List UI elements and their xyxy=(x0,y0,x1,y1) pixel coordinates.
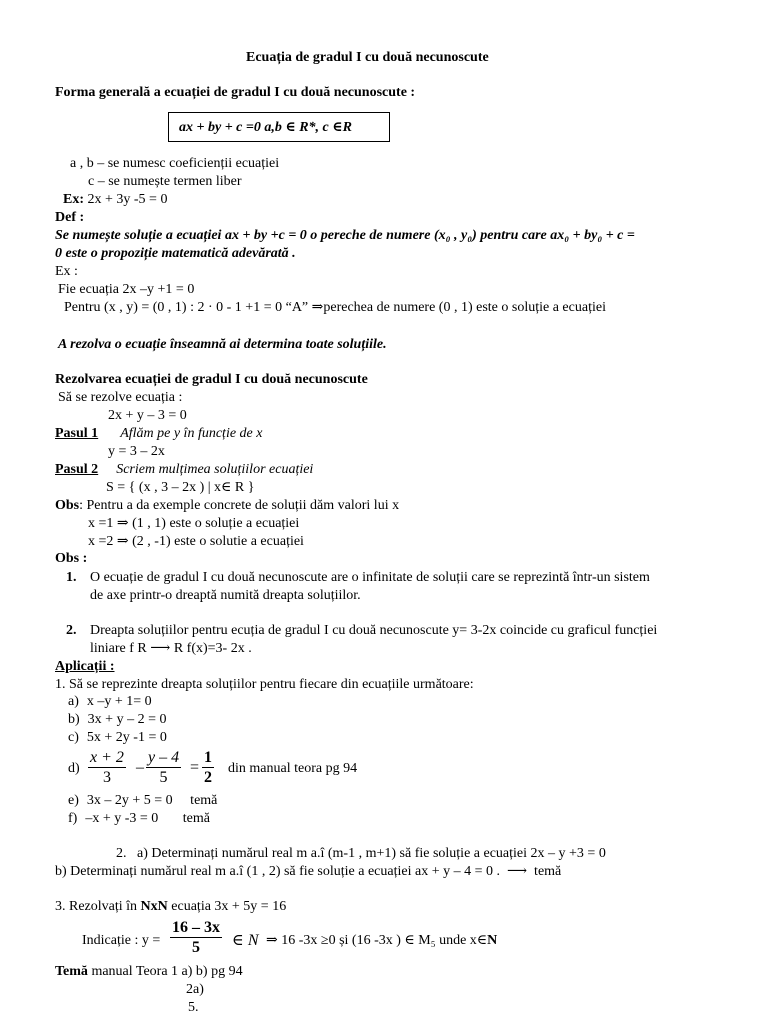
general-formula: ax + by + c =0 a,b ∈ R*, c ∈R xyxy=(179,120,352,135)
free-term-line: c – se numește termen liber xyxy=(88,174,242,189)
fraction-2-denominator: 5 xyxy=(146,767,181,788)
solving-heading: Rezolvarea ecuației de gradul I cu două necunoscute xyxy=(55,372,368,387)
problem-3: 3. Rezolvați în NxN ecuația 3x + 5y = 16 xyxy=(55,899,287,914)
tail-line-1: 2a) xyxy=(186,982,204,997)
obs-item-2-line-2: liniare f R ⟶ R f(x)=3- 2x . xyxy=(90,641,252,656)
item-f: f) –x + y -3 = 0 temă xyxy=(68,811,210,826)
fraction-1-denominator: 3 xyxy=(88,767,126,788)
definition-ex-check: Pentru (x , y) = (0 , 1) : 2 · 0 - 1 +1 = 0 “A” ⇒perechea de numere (0 , 1) este o soluție a ecuației xyxy=(64,300,606,315)
fraction-3-numerator: 1 xyxy=(204,749,212,766)
observation-1: Obs: Pentru a da exemple concrete de soluții dăm valori lui x xyxy=(55,498,400,513)
formula-box xyxy=(168,112,390,142)
hint-fraction xyxy=(170,919,222,958)
general-form-heading: Forma generală a ecuației de gradul I cu două necunoscute : xyxy=(55,85,416,100)
solving-intro: Să se rezolve ecuația : xyxy=(58,390,183,405)
observation-2-label: Obs : xyxy=(55,551,88,566)
definition-ex-label: Ex : xyxy=(55,264,78,279)
item-a: a) x –y + 1= 0 xyxy=(68,694,152,709)
solving-equation: 2x + y – 3 = 0 xyxy=(108,408,187,423)
definition-label: Def : xyxy=(55,210,85,225)
problem-2a: 2. a) Determinați numărul real m a.î (m-1 , m+1) să fie soluție a ecuației 2x – y +3 = 0 xyxy=(116,846,606,861)
definition-line-1: Se numește soluție a ecuației ax + by +c = 0 o pereche de numere (x₀ , y₀) pentru care ax₀ + by₀ + c = xyxy=(55,228,635,243)
obs-item-1-line-1: O ecuație de gradul I cu două necunoscute are o infinitate de soluții care se reprezintă într-un sistem xyxy=(90,570,650,585)
step-2: Pasul 2 Scriem mulțimea soluțiilor ecuației xyxy=(55,462,314,477)
observation-example-1: x =1 ⇒ (1 , 1) este o soluție a ecuației xyxy=(88,516,300,531)
obs-item-2-line-1: Dreapta soluțiilor pentru ecuția de gradul I cu două necunoscute y= 3-2x coincide cu graficul funcției xyxy=(90,623,658,638)
obs-item-1-line-2: de axe printr-o dreaptă numită dreapta soluțiilor. xyxy=(90,588,361,603)
item-d-note: din manual teora pg 94 xyxy=(228,761,358,776)
fraction-3-denominator: 2 xyxy=(204,769,212,786)
step-2-result: S = { (x , 3 – 2x ) | x∈ R } xyxy=(106,480,255,495)
hint-fraction-numerator: 16 – 3x xyxy=(172,919,220,936)
example-line: Ex: 2x + 3y -5 = 0 xyxy=(63,192,168,207)
equals-sign: = xyxy=(190,759,200,776)
fraction-3 xyxy=(202,749,214,788)
applications-heading: Aplicații : xyxy=(55,659,115,674)
page-title: Ecuația de gradul I cu două necunoscute xyxy=(246,50,489,65)
tail-line-2: 5. xyxy=(188,1000,199,1015)
definition-ex-equation: Fie ecuația 2x –y +1 = 0 xyxy=(58,282,195,297)
fraction-2-numerator: y – 4 xyxy=(148,749,180,766)
solve-statement: A rezolva o ecuație înseamnă ai determina toate soluțiile. xyxy=(58,337,387,352)
hint-rest: ⇒ 16 -3x ≥0 și (16 -3x ) ∈ M₅ unde x∈N xyxy=(266,933,498,948)
hint-label: Indicație : y = xyxy=(82,933,161,948)
item-c: c) 5x + 2y -1 = 0 xyxy=(68,730,167,745)
hint-set: ∈ N xyxy=(232,932,259,949)
step-1: Pasul 1 Aflăm pe y în funcție de x xyxy=(55,426,263,441)
obs-item-1-number: 1. xyxy=(66,570,77,585)
fraction-1-numerator: x + 2 xyxy=(90,749,124,766)
obs-item-2-number: 2. xyxy=(66,623,77,638)
item-d-label: d) xyxy=(68,761,80,776)
coefficients-line: a , b – se numesc coeficienții ecuației xyxy=(70,156,280,171)
item-b: b) 3x + y – 2 = 0 xyxy=(68,712,167,727)
fraction-1 xyxy=(88,749,126,788)
step-1-result: y = 3 – 2x xyxy=(108,444,165,459)
problem-1-intro: 1. Să se reprezinte dreapta soluțiilor pentru fiecare din ecuațiile următoare: xyxy=(55,677,474,692)
item-e: e) 3x – 2y + 5 = 0 temă xyxy=(68,793,218,808)
fraction-2 xyxy=(146,749,181,788)
minus-sign: – xyxy=(136,759,144,776)
hint-fraction-denominator: 5 xyxy=(170,937,222,958)
definition-line-2: 0 este o propoziție matematică adevărată . xyxy=(55,246,296,261)
homework-line: Temă manual Teora 1 a) b) pg 94 xyxy=(55,964,243,979)
observation-example-2: x =2 ⇒ (2 , -1) este o solutie a ecuației xyxy=(88,534,304,549)
problem-2b: b) Determinați numărul real m a.î (1 , 2) să fie soluție a ecuației ax + y – 4 = 0 . ⟶ temă xyxy=(55,864,562,879)
